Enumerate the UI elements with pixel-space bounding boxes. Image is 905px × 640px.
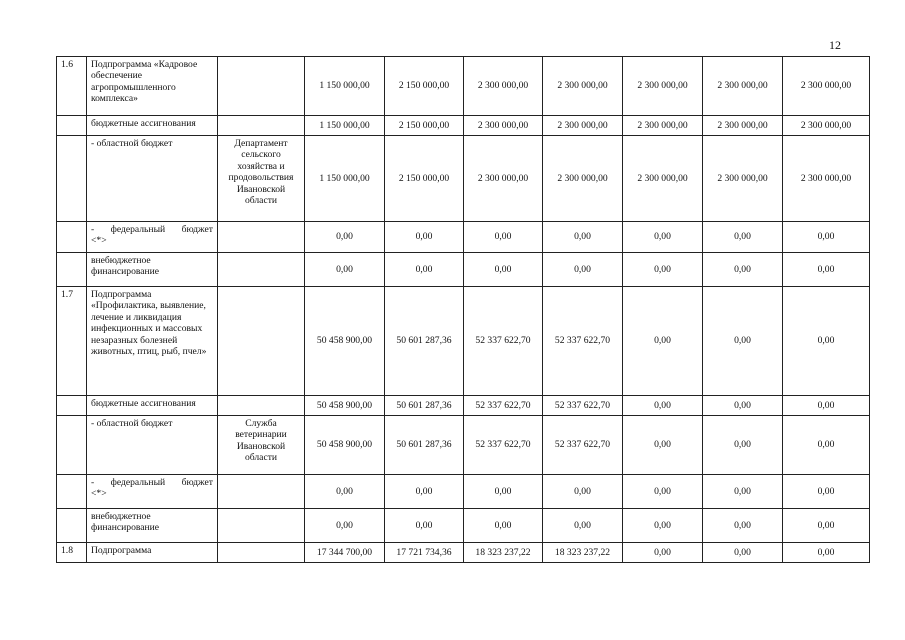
row-name-word: федеральный bbox=[110, 477, 166, 488]
row-name: Подпрограмма bbox=[87, 543, 218, 563]
responsible-agency: Служба ветеринарии Ивановской области bbox=[218, 416, 305, 475]
responsible-agency bbox=[218, 253, 305, 287]
amount-cell: 0,00 bbox=[783, 287, 870, 396]
amount-cell: 2 150 000,00 bbox=[385, 57, 464, 116]
row-name: Подпрограмма «Профилактика, выявление, лечение и ликвидация инфекционных и массовых незаразных болезней животных, птиц, рыб, пчел» bbox=[87, 287, 218, 396]
amount-cell: 50 458 900,00 bbox=[305, 287, 385, 396]
amount-cell: 50 458 900,00 bbox=[305, 396, 385, 416]
amount-cell: 0,00 bbox=[783, 253, 870, 287]
amount-cell: 52 337 622,70 bbox=[464, 287, 543, 396]
amount-cell: 0,00 bbox=[464, 475, 543, 509]
amount-cell: 0,00 bbox=[385, 475, 464, 509]
amount-cell: 0,00 bbox=[305, 509, 385, 543]
table-row bbox=[57, 136, 870, 222]
table-row bbox=[57, 475, 870, 509]
row-name-word: бюджет bbox=[181, 224, 213, 235]
amount-cell: 0,00 bbox=[623, 509, 703, 543]
table-row bbox=[57, 543, 870, 563]
amount-cell: 0,00 bbox=[703, 543, 783, 563]
amount-cell: 0,00 bbox=[703, 475, 783, 509]
row-index bbox=[57, 416, 87, 475]
amount-cell: 0,00 bbox=[623, 543, 703, 563]
table-row bbox=[57, 222, 870, 253]
amount-cell: 0,00 bbox=[305, 253, 385, 287]
amount-cell: 0,00 bbox=[783, 416, 870, 475]
amount-cell: 52 337 622,70 bbox=[464, 416, 543, 475]
amount-cell: 0,00 bbox=[543, 253, 623, 287]
table-row bbox=[57, 396, 870, 416]
row-index: 1.7 bbox=[57, 287, 87, 396]
amount-cell: 0,00 bbox=[783, 222, 870, 253]
row-name-word: бюджет bbox=[181, 477, 213, 488]
amount-cell: 2 300 000,00 bbox=[703, 116, 783, 136]
row-name bbox=[87, 475, 218, 509]
amount-cell: 0,00 bbox=[385, 253, 464, 287]
row-name: внебюджетное финансирование bbox=[87, 509, 218, 543]
amount-cell: 2 300 000,00 bbox=[783, 136, 870, 222]
table-row bbox=[57, 287, 870, 396]
row-index bbox=[57, 253, 87, 287]
amount-cell: 0,00 bbox=[623, 475, 703, 509]
amount-cell: 2 300 000,00 bbox=[543, 57, 623, 116]
row-index bbox=[57, 509, 87, 543]
amount-cell: 50 601 287,36 bbox=[385, 287, 464, 396]
amount-cell: 2 300 000,00 bbox=[783, 116, 870, 136]
amount-cell: 0,00 bbox=[703, 222, 783, 253]
amount-cell: 0,00 bbox=[305, 475, 385, 509]
row-name-tail: <*> bbox=[91, 235, 107, 247]
amount-cell: 0,00 bbox=[464, 222, 543, 253]
amount-cell: 0,00 bbox=[305, 222, 385, 253]
amount-cell: 0,00 bbox=[623, 222, 703, 253]
table-row bbox=[57, 116, 870, 136]
amount-cell: 50 601 287,36 bbox=[385, 416, 464, 475]
row-name: бюджетные ассигнования bbox=[87, 116, 218, 136]
amount-cell: 18 323 237,22 bbox=[543, 543, 623, 563]
row-name: внебюджетное финансирование bbox=[87, 253, 218, 287]
row-index: 1.6 bbox=[57, 57, 87, 116]
amount-cell: 1 150 000,00 bbox=[305, 136, 385, 222]
row-index bbox=[57, 396, 87, 416]
amount-cell: 0,00 bbox=[543, 222, 623, 253]
amount-cell: 0,00 bbox=[783, 396, 870, 416]
amount-cell: 0,00 bbox=[703, 287, 783, 396]
amount-cell: 2 300 000,00 bbox=[464, 136, 543, 222]
amount-cell: 0,00 bbox=[623, 396, 703, 416]
amount-cell: 2 300 000,00 bbox=[543, 116, 623, 136]
row-name: Подпрограмма «Кадровое обеспечение агропромышленного комплекса» bbox=[87, 57, 218, 116]
amount-cell: 2 300 000,00 bbox=[703, 57, 783, 116]
amount-cell: 0,00 bbox=[703, 509, 783, 543]
amount-cell: 52 337 622,70 bbox=[543, 287, 623, 396]
table-row bbox=[57, 253, 870, 287]
amount-cell: 1 150 000,00 bbox=[305, 57, 385, 116]
amount-cell: 0,00 bbox=[543, 509, 623, 543]
row-name: бюджетные ассигнования bbox=[87, 396, 218, 416]
amount-cell: 0,00 bbox=[464, 509, 543, 543]
amount-cell: 50 458 900,00 bbox=[305, 416, 385, 475]
amount-cell: 2 300 000,00 bbox=[783, 57, 870, 116]
amount-cell: 0,00 bbox=[623, 253, 703, 287]
responsible-agency bbox=[218, 287, 305, 396]
amount-cell: 2 150 000,00 bbox=[385, 116, 464, 136]
responsible-agency bbox=[218, 509, 305, 543]
amount-cell: 0,00 bbox=[385, 509, 464, 543]
row-index bbox=[57, 136, 87, 222]
amount-cell: 52 337 622,70 bbox=[464, 396, 543, 416]
row-index bbox=[57, 222, 87, 253]
amount-cell: 0,00 bbox=[783, 475, 870, 509]
amount-cell: 0,00 bbox=[703, 416, 783, 475]
amount-cell: 2 300 000,00 bbox=[623, 57, 703, 116]
amount-cell: 0,00 bbox=[543, 475, 623, 509]
amount-cell: 0,00 bbox=[703, 396, 783, 416]
amount-cell: 50 601 287,36 bbox=[385, 396, 464, 416]
amount-cell: 2 300 000,00 bbox=[464, 57, 543, 116]
amount-cell: 18 323 237,22 bbox=[464, 543, 543, 563]
amount-cell: 17 721 734,36 bbox=[385, 543, 464, 563]
amount-cell: 52 337 622,70 bbox=[543, 416, 623, 475]
row-name-word: - bbox=[91, 224, 95, 235]
row-name: - областной бюджет bbox=[87, 416, 218, 475]
amount-cell: 2 300 000,00 bbox=[464, 116, 543, 136]
responsible-agency bbox=[218, 116, 305, 136]
row-name-word: федеральный bbox=[110, 224, 166, 235]
amount-cell: 0,00 bbox=[464, 253, 543, 287]
page-number: 12 bbox=[829, 38, 841, 52]
amount-cell: 2 300 000,00 bbox=[623, 136, 703, 222]
amount-cell: 1 150 000,00 bbox=[305, 116, 385, 136]
row-index bbox=[57, 475, 87, 509]
responsible-agency bbox=[218, 396, 305, 416]
row-name: - областной бюджет bbox=[87, 136, 218, 222]
table-row bbox=[57, 416, 870, 475]
amount-cell: 0,00 bbox=[783, 509, 870, 543]
amount-cell: 2 150 000,00 bbox=[385, 136, 464, 222]
row-name-tail: <*> bbox=[91, 488, 107, 500]
amount-cell: 17 344 700,00 bbox=[305, 543, 385, 563]
amount-cell: 2 300 000,00 bbox=[623, 116, 703, 136]
responsible-agency bbox=[218, 57, 305, 116]
row-index: 1.8 bbox=[57, 543, 87, 563]
amount-cell: 0,00 bbox=[623, 287, 703, 396]
responsible-agency bbox=[218, 222, 305, 253]
table-row bbox=[57, 57, 870, 116]
amount-cell: 52 337 622,70 bbox=[543, 396, 623, 416]
responsible-agency: Департамент сельского хозяйства и продовольствия Ивановской области bbox=[218, 136, 305, 222]
table-row bbox=[57, 509, 870, 543]
table-body bbox=[57, 57, 870, 563]
budget-table bbox=[56, 56, 870, 563]
responsible-agency bbox=[218, 475, 305, 509]
amount-cell: 0,00 bbox=[783, 543, 870, 563]
amount-cell: 0,00 bbox=[703, 253, 783, 287]
amount-cell: 0,00 bbox=[623, 416, 703, 475]
row-index bbox=[57, 116, 87, 136]
row-name bbox=[87, 222, 218, 253]
responsible-agency bbox=[218, 543, 305, 563]
amount-cell: 2 300 000,00 bbox=[703, 136, 783, 222]
amount-cell: 2 300 000,00 bbox=[543, 136, 623, 222]
amount-cell: 0,00 bbox=[385, 222, 464, 253]
row-name-word: - bbox=[91, 477, 95, 488]
